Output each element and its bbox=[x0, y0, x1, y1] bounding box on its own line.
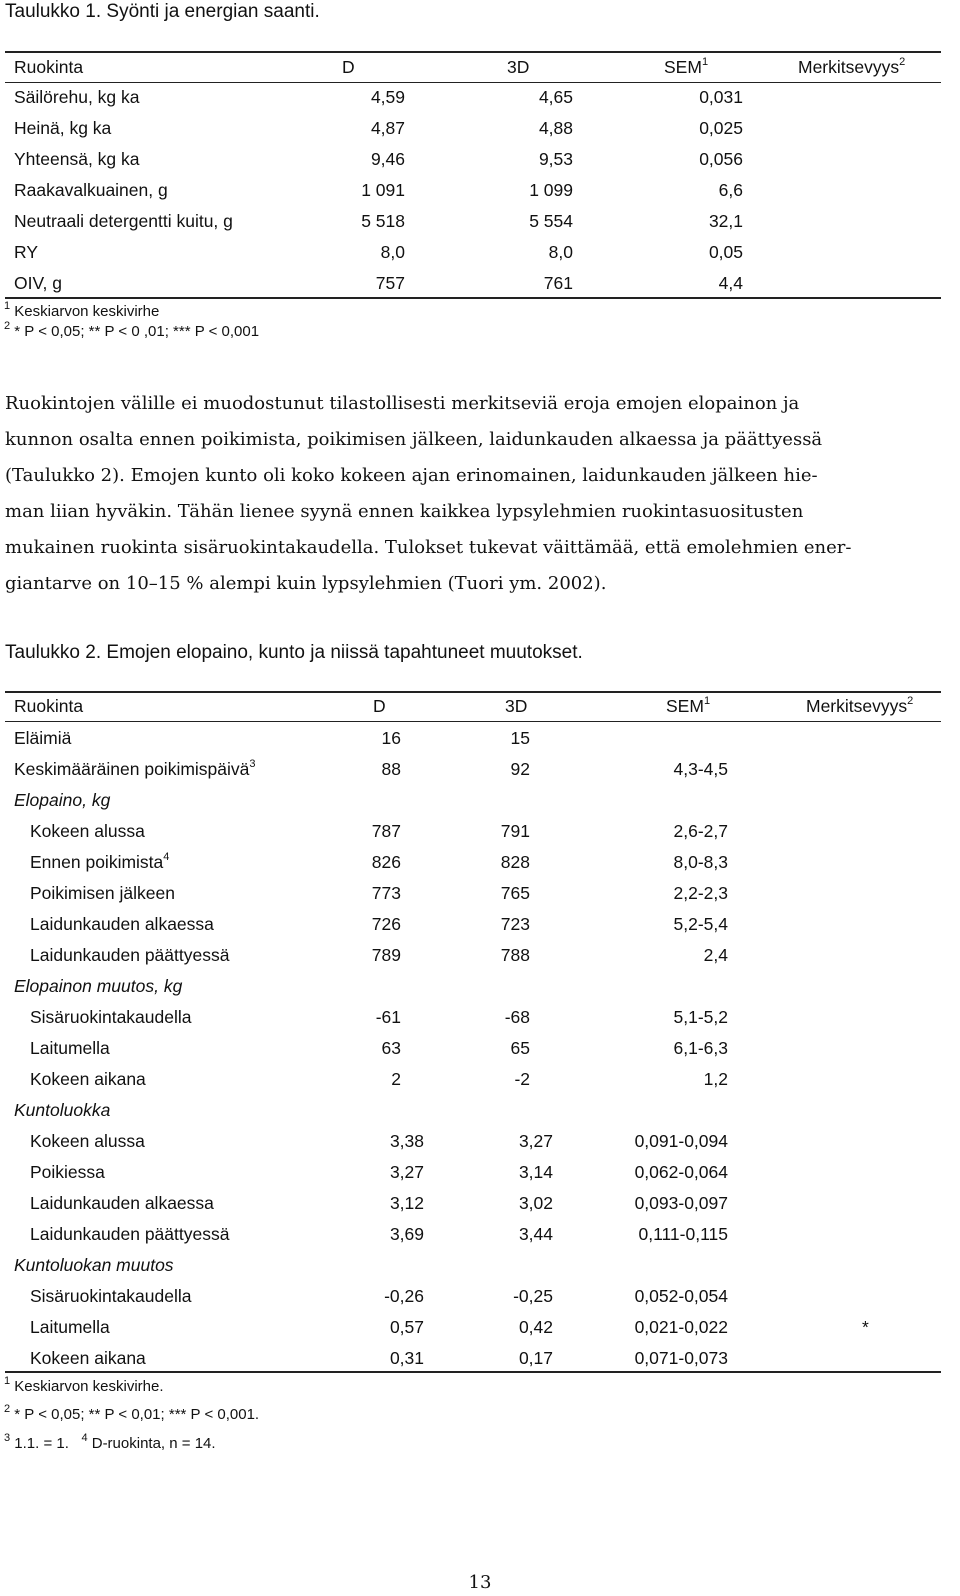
row-label: Poikimisen jälkeen bbox=[30, 883, 175, 903]
value-3d: 828 bbox=[500, 852, 530, 872]
value-significance: * bbox=[862, 1317, 869, 1337]
value-sem: 2,4 bbox=[703, 945, 728, 965]
value-3d: 92 bbox=[510, 759, 530, 779]
table-row bbox=[0, 1003, 960, 1031]
value-d: 787 bbox=[371, 821, 401, 841]
table2-footnote-3: $^3$ 1.1. = 1. $^4$ D-ruokinta, n = 14. bbox=[4, 1432, 216, 1452]
row-label: Laidunkauden päättyessä bbox=[30, 945, 230, 965]
value-3d: 5 554 bbox=[529, 211, 573, 231]
page-number: 13 bbox=[468, 1572, 492, 1593]
row-label: Sisäruokintakaudella bbox=[30, 1007, 192, 1027]
value-d: 726 bbox=[371, 914, 401, 934]
table1-header-ruokinta: Ruokinta bbox=[14, 57, 84, 77]
value-3d: -68 bbox=[504, 1007, 530, 1027]
table1-footnote-1: $^1$ Keskiarvon keskivirhe bbox=[4, 300, 160, 320]
value-sem: 0,052-0,054 bbox=[634, 1286, 728, 1306]
group-row bbox=[0, 972, 960, 1000]
value-sem: 4,3-4,5 bbox=[673, 759, 728, 779]
table-row bbox=[0, 1034, 960, 1062]
value-d: -61 bbox=[375, 1007, 401, 1027]
table-row bbox=[0, 1344, 960, 1372]
value-3d: 65 bbox=[510, 1038, 530, 1058]
value-sem: 0,071-0,073 bbox=[634, 1348, 728, 1368]
value-sem: 0,091-0,094 bbox=[634, 1131, 728, 1151]
row-label: Laidunkauden alkaessa bbox=[30, 914, 214, 934]
row-label: Kokeen aikana bbox=[30, 1069, 146, 1089]
value-d: 8,0 bbox=[380, 242, 405, 262]
table-row bbox=[0, 1220, 960, 1248]
table-row bbox=[0, 1189, 960, 1217]
table-row bbox=[0, 1065, 960, 1093]
table2-header-sem: SEM$^1$ bbox=[666, 695, 711, 716]
value-d: 63 bbox=[381, 1038, 401, 1058]
table-row bbox=[0, 238, 960, 266]
value-d: 757 bbox=[375, 273, 405, 293]
table2-header-d: D bbox=[373, 696, 386, 716]
row-label: RY bbox=[14, 242, 38, 262]
value-3d: 791 bbox=[500, 821, 530, 841]
value-d: 773 bbox=[371, 883, 401, 903]
paragraph-line: giantarve on 10–15 % alempi kuin lypsylehmien (Tuori ym. 2002). bbox=[5, 573, 607, 594]
row-label: Raakavalkuainen, g bbox=[14, 180, 168, 200]
row-label: Laitumella bbox=[30, 1317, 110, 1337]
value-d: 0,57 bbox=[389, 1317, 424, 1337]
table2-bottom-rule bbox=[5, 1371, 941, 1373]
table1-caption: Taulukko 1. Syönti ja energian saanti. bbox=[5, 1, 320, 22]
row-label: Laidunkauden alkaessa bbox=[30, 1193, 214, 1213]
value-3d: 15 bbox=[510, 728, 530, 748]
table-row bbox=[0, 1313, 960, 1341]
value-3d: -0,25 bbox=[513, 1286, 553, 1306]
table1-header-sem: SEM$^1$ bbox=[664, 56, 709, 77]
group-label: Elopainon muutos, kg bbox=[14, 976, 183, 996]
value-d: 88 bbox=[381, 759, 401, 779]
table1-header-d: D bbox=[342, 57, 355, 77]
table-row bbox=[0, 145, 960, 173]
group-label: Kuntoluokka bbox=[14, 1100, 111, 1120]
table2-header-merkitsevyys: Merkitsevyys$^2$ bbox=[806, 695, 914, 716]
row-label: Poikiessa bbox=[30, 1162, 105, 1182]
table1-bottom-rule bbox=[5, 297, 941, 299]
row-label: OIV, g bbox=[14, 273, 62, 293]
value-sem: 0,093-0,097 bbox=[634, 1193, 728, 1213]
value-d: 16 bbox=[381, 728, 401, 748]
value-3d: 765 bbox=[500, 883, 530, 903]
row-label: Neutraali detergentti kuitu, g bbox=[14, 211, 233, 231]
value-3d: 4,65 bbox=[538, 87, 573, 107]
table1-header-row bbox=[0, 53, 960, 81]
value-3d: 3,02 bbox=[518, 1193, 553, 1213]
value-sem: 5,2-5,4 bbox=[673, 914, 728, 934]
paragraph-line: mukainen ruokinta sisäruokintakaudella. Tulokset tukevat väittämää, että emolehmien ener- bbox=[5, 537, 852, 558]
row-label: Eläimiä bbox=[14, 728, 72, 748]
value-d: 3,69 bbox=[389, 1224, 424, 1244]
value-d: -0,26 bbox=[384, 1286, 424, 1306]
group-label: Elopaino, kg bbox=[14, 790, 111, 810]
value-3d: 8,0 bbox=[548, 242, 573, 262]
table1-footnote-2: $^2$ * P < 0,05; ** P < 0 ,01; *** P < 0,001 bbox=[4, 320, 260, 340]
value-sem: 0,062-0,064 bbox=[634, 1162, 728, 1182]
value-d: 0,31 bbox=[389, 1348, 424, 1368]
value-d: 3,38 bbox=[389, 1131, 424, 1151]
value-sem: 32,1 bbox=[708, 211, 743, 231]
table-row bbox=[0, 114, 960, 142]
table-row bbox=[0, 207, 960, 235]
table2-caption: Taulukko 2. Emojen elopaino, kunto ja niissä tapahtuneet muutokset. bbox=[5, 642, 583, 663]
value-sem: 0,111-0,115 bbox=[638, 1224, 728, 1244]
value-sem: 4,4 bbox=[718, 273, 743, 293]
table1-header-3d: 3D bbox=[507, 57, 530, 77]
value-sem: 2,6-2,7 bbox=[673, 821, 728, 841]
table-row bbox=[0, 817, 960, 845]
table-row bbox=[0, 1282, 960, 1310]
value-d: 3,12 bbox=[389, 1193, 424, 1213]
value-3d: 0,17 bbox=[518, 1348, 553, 1368]
value-d: 1 091 bbox=[361, 180, 405, 200]
row-label: Heinä, kg ka bbox=[14, 118, 112, 138]
table1-header-merkitsevyys: Merkitsevyys$^2$ bbox=[798, 56, 906, 77]
table-row bbox=[0, 83, 960, 111]
table2-header-row bbox=[0, 692, 960, 720]
table2-footnote-2: $^2$ * P < 0,05; ** P < 0,01; *** P < 0,001. bbox=[4, 1403, 260, 1423]
group-row bbox=[0, 1251, 960, 1279]
group-row bbox=[0, 786, 960, 814]
value-d: 5 518 bbox=[361, 211, 405, 231]
value-d: 4,59 bbox=[370, 87, 405, 107]
table-row bbox=[0, 1127, 960, 1155]
row-label: Säilörehu, kg ka bbox=[14, 87, 140, 107]
value-sem: 0,05 bbox=[708, 242, 743, 262]
value-3d: 9,53 bbox=[538, 149, 573, 169]
paragraph-line: kunnon osalta ennen poikimista, poikimisen jälkeen, laidunkauden alkaessa ja päättyessä bbox=[5, 429, 823, 450]
table2-header-ruokinta: Ruokinta bbox=[14, 696, 84, 716]
value-3d: 723 bbox=[500, 914, 530, 934]
value-d: 789 bbox=[371, 945, 401, 965]
value-sem: 6,6 bbox=[718, 180, 743, 200]
row-label: Laidunkauden päättyessä bbox=[30, 1224, 230, 1244]
body-paragraph bbox=[5, 386, 945, 602]
row-label: Kokeen alussa bbox=[30, 1131, 145, 1151]
value-d: 3,27 bbox=[389, 1162, 424, 1182]
row-label: Keskimääräinen poikimispäivä$^3$ bbox=[14, 758, 256, 779]
row-label: Kokeen aikana bbox=[30, 1348, 146, 1368]
value-3d: -2 bbox=[514, 1069, 530, 1089]
value-3d: 1 099 bbox=[529, 180, 573, 200]
value-sem: 0,031 bbox=[699, 87, 743, 107]
row-label: Laitumella bbox=[30, 1038, 110, 1058]
row-label: Sisäruokintakaudella bbox=[30, 1286, 192, 1306]
table2-header-3d: 3D bbox=[505, 696, 528, 716]
table-row bbox=[0, 1158, 960, 1186]
value-sem: 0,021-0,022 bbox=[634, 1317, 728, 1337]
value-sem: 6,1-6,3 bbox=[673, 1038, 728, 1058]
table2-header-rule bbox=[5, 721, 941, 722]
value-3d: 4,88 bbox=[538, 118, 573, 138]
value-3d: 788 bbox=[500, 945, 530, 965]
group-row bbox=[0, 1096, 960, 1124]
table-row bbox=[0, 176, 960, 204]
value-sem: 1,2 bbox=[703, 1069, 728, 1089]
table2-footnote-1: $^1$ Keskiarvon keskivirhe. bbox=[4, 1375, 164, 1395]
row-label: Yhteensä, kg ka bbox=[14, 149, 140, 169]
table-row bbox=[0, 269, 960, 297]
row-label: Ennen poikimista$^4$ bbox=[30, 851, 170, 872]
group-label: Kuntoluokan muutos bbox=[14, 1255, 174, 1275]
paragraph-line: Ruokintojen välille ei muodostunut tilastollisesti merkitseviä eroja emojen elopainon ja bbox=[5, 393, 800, 414]
paragraph-line: man liian hyväkin. Tähän lienee syynä ennen kaikkea lypsylehmien ruokintasuositusten bbox=[5, 501, 804, 522]
table-row bbox=[0, 879, 960, 907]
value-sem: 0,056 bbox=[699, 149, 743, 169]
value-3d: 761 bbox=[543, 273, 573, 293]
value-d: 2 bbox=[391, 1069, 401, 1089]
value-d: 9,46 bbox=[370, 149, 405, 169]
value-sem: 8,0-8,3 bbox=[673, 852, 728, 872]
paragraph-line: (Taulukko 2). Emojen kunto oli koko kokeen ajan erinomainen, laidunkauden jälkeen hie- bbox=[5, 465, 818, 486]
value-sem: 5,1-5,2 bbox=[673, 1007, 728, 1027]
value-3d: 0,42 bbox=[518, 1317, 553, 1337]
value-sem: 0,025 bbox=[699, 118, 743, 138]
table-row bbox=[0, 724, 960, 752]
value-d: 826 bbox=[371, 852, 401, 872]
row-label: Kokeen alussa bbox=[30, 821, 145, 841]
value-3d: 3,27 bbox=[518, 1131, 553, 1151]
value-d: 4,87 bbox=[370, 118, 405, 138]
value-sem: 2,2-2,3 bbox=[673, 883, 728, 903]
table-row bbox=[0, 755, 960, 783]
table-row bbox=[0, 910, 960, 938]
table-row bbox=[0, 848, 960, 876]
table-row bbox=[0, 941, 960, 969]
value-3d: 3,14 bbox=[518, 1162, 553, 1182]
value-3d: 3,44 bbox=[518, 1224, 553, 1244]
